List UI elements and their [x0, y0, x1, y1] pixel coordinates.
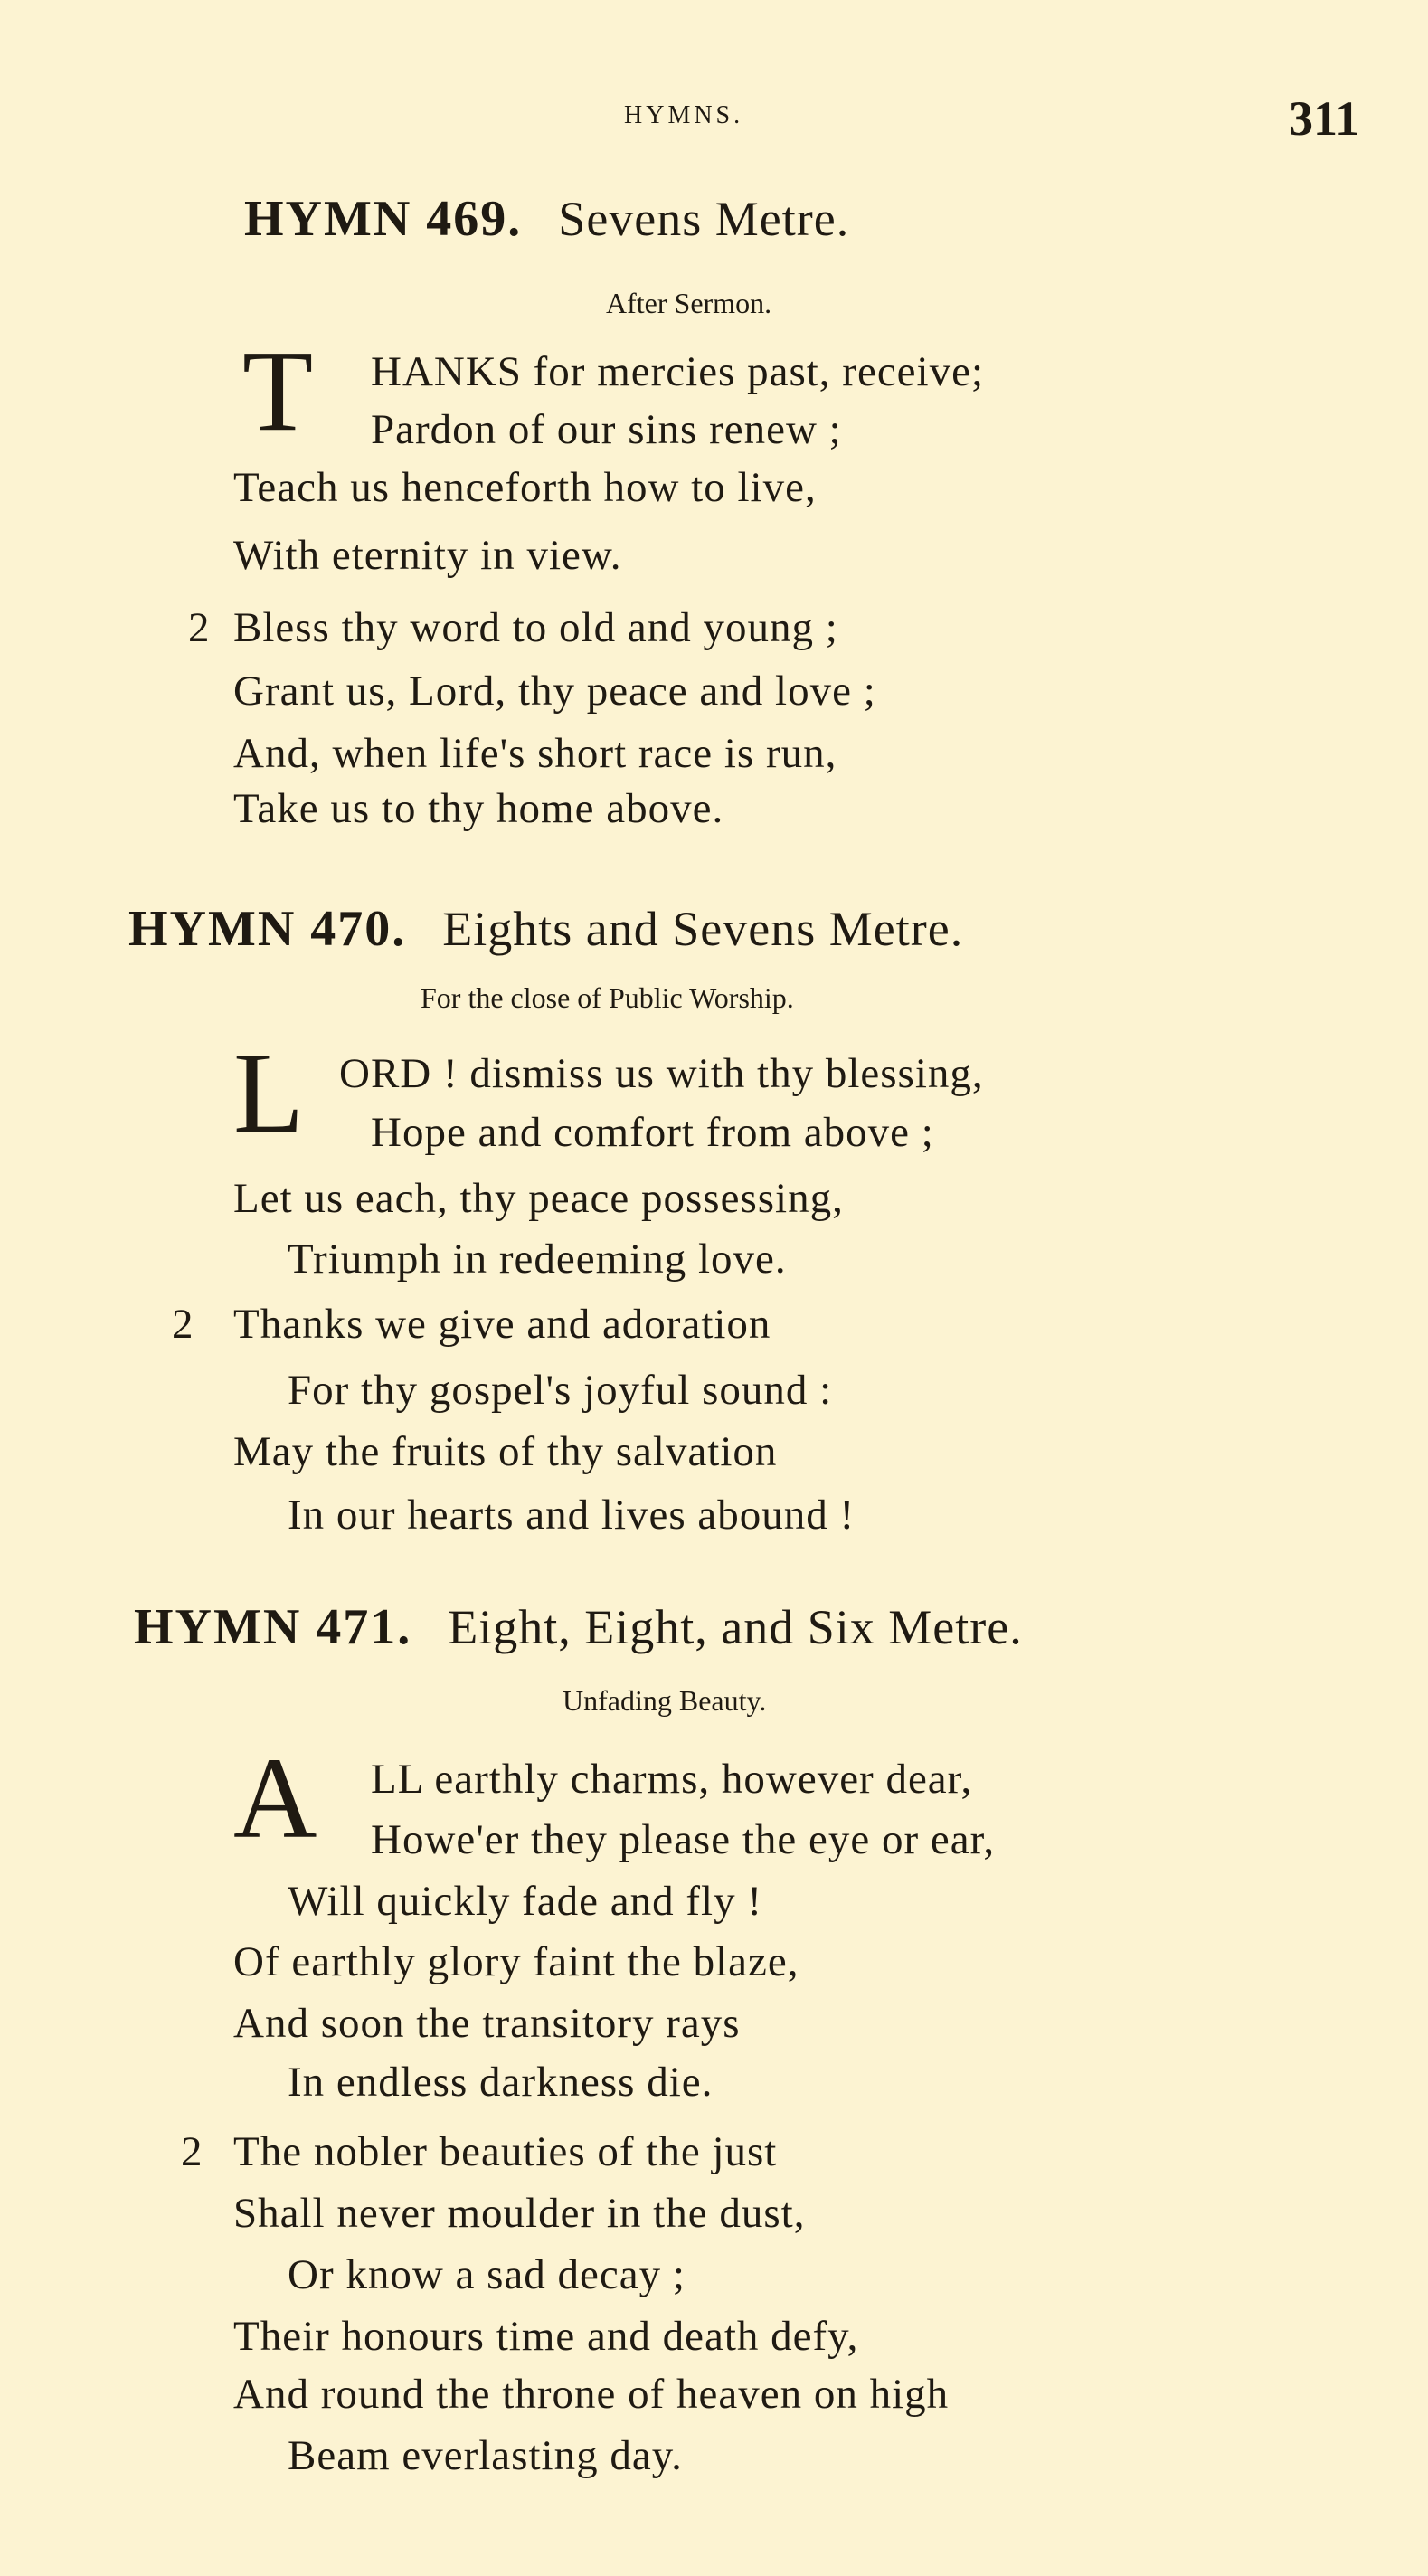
verse-line: For thy gospel's joyful sound :: [288, 1367, 833, 1414]
verse-line: Hope and comfort from above ;: [371, 1109, 934, 1156]
page-number: 311: [1289, 91, 1360, 146]
drop-cap: A: [233, 1734, 317, 1862]
verse-line: Triumph in redeeming love.: [288, 1236, 787, 1283]
verse-line: Teach us henceforth how to live,: [233, 464, 817, 511]
verse-line: LL earthly charms, however dear,: [371, 1756, 973, 1803]
hymn-metre: Eights and Sevens Metre.: [442, 902, 964, 956]
hymn-number: HYMN 469.: [244, 191, 523, 247]
hymn-header: [244, 190, 849, 248]
verse-line: In endless darkness die.: [288, 2059, 714, 2106]
verse-line: Take us to thy home above.: [233, 785, 724, 832]
verse-line: ORD ! dismiss us with thy blessing,: [339, 1050, 984, 1097]
hymn-header: [128, 900, 963, 958]
verse-line: With eternity in view.: [233, 532, 622, 579]
verse-line: Their honours time and death defy,: [233, 2313, 859, 2360]
verse-line: Beam everlasting day.: [288, 2432, 683, 2479]
verse-line: Pardon of our sins renew ;: [371, 406, 842, 453]
verse-line: Or know a sad decay ;: [288, 2251, 686, 2298]
verse-line: HANKS for mercies past, receive;: [371, 348, 985, 395]
verse-line: Bless thy word to old and young ;: [233, 604, 838, 651]
hymn-header: [134, 1598, 1023, 1656]
verse-line: And, when life's short race is run,: [233, 730, 837, 777]
verse-line: Of earthly glory faint the blaze,: [233, 1938, 799, 1985]
verse-number: 2: [181, 2128, 203, 2175]
running-head: HYMNS.: [624, 101, 744, 129]
hymn-metre: Sevens Metre.: [558, 192, 850, 246]
verse-line: Grant us, Lord, thy peace and love ;: [233, 668, 876, 715]
verse-line: Let us each, thy peace possessing,: [233, 1175, 844, 1222]
verse-line: Will quickly fade and fly !: [288, 1878, 762, 1925]
verse-line: Howe'er they please the eye or ear,: [371, 1816, 996, 1863]
hymn-subtitle: After Sermon.: [606, 287, 772, 319]
verse-number: 2: [172, 1301, 194, 1348]
hymn-number: HYMN 470.: [128, 901, 407, 957]
verse-line: And soon the transitory rays: [233, 2000, 741, 2047]
verse-line: May the fruits of thy salvation: [233, 1428, 778, 1475]
verse-line: And round the throne of heaven on high: [233, 2371, 950, 2418]
verse-line: Thanks we give and adoration: [233, 1301, 771, 1348]
verse-line: In our hearts and lives abound !: [288, 1492, 856, 1539]
hymn-subtitle: For the close of Public Worship.: [421, 981, 794, 1014]
verse-line: Shall never moulder in the dust,: [233, 2190, 806, 2237]
hymn-metre: Eight, Eight, and Six Metre.: [448, 1600, 1023, 1654]
verse-line: The nobler beauties of the just: [233, 2128, 778, 2175]
hymn-number: HYMN 471.: [134, 1599, 412, 1655]
verse-number: 2: [188, 604, 210, 651]
drop-cap: T: [242, 327, 314, 455]
hymn-subtitle: Unfading Beauty.: [563, 1684, 767, 1717]
drop-cap: L: [233, 1028, 305, 1157]
